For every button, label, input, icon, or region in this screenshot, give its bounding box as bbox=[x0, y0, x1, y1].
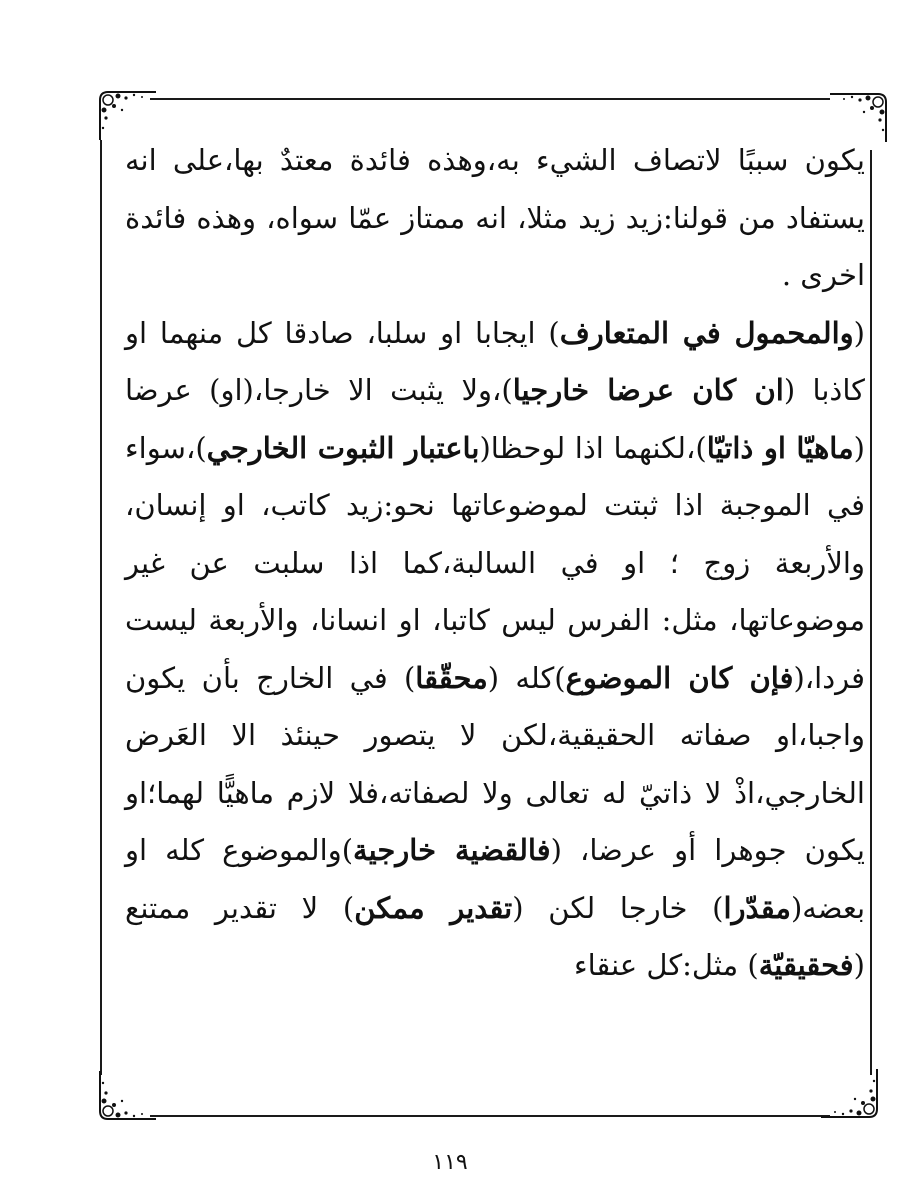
bold-term: مقدّرا bbox=[723, 890, 791, 925]
text-run: )والموضوع كله او بعضه( bbox=[125, 833, 866, 925]
text-run: )،ولا يثبت الا خارجا،(او) عرضا ( bbox=[125, 373, 865, 465]
frame-bottom-border bbox=[150, 1115, 830, 1117]
body-text bbox=[125, 132, 865, 995]
text-run: )،لكنهما اذا لوحظا( bbox=[479, 430, 707, 465]
paragraph-1 bbox=[125, 132, 865, 305]
text-run: ( bbox=[853, 315, 865, 350]
text-run: ) لا تقدير ممتنع ( bbox=[125, 890, 865, 982]
frame-right-border bbox=[870, 150, 872, 1075]
bold-term: باعتبار الثبوت الخارجي bbox=[206, 430, 480, 465]
text-run: ) مثل:كل عنقاء bbox=[573, 948, 759, 982]
bold-term: تقدير ممكن bbox=[354, 890, 513, 925]
bold-term: والمحمول في المتعارف bbox=[559, 315, 854, 350]
bold-term: فحقيقيّة bbox=[758, 948, 854, 982]
bold-term: ماهيّا او ذاتيّا bbox=[706, 430, 854, 465]
corner-ornament-bottom-right bbox=[815, 1066, 885, 1121]
paragraph-2 bbox=[125, 305, 865, 995]
bold-term: فإن كان الموضوع bbox=[565, 660, 794, 695]
bold-term: ان كان عرضا خارجيا bbox=[512, 373, 784, 407]
text-run: ) ايجابا او سلبا، صادقا كل منهما او كاذبا ( bbox=[125, 315, 865, 407]
text-run: ) في الخارج بأن يكون واجبا،او صفاته الحقيقية،لكن لا يتصور حينئذ الا العَرض الخارجي،اذْ لا ذاتيّ له تعالى ولا لصفاته،فلا لازم ماهيًّا لهما؛او يكون جوهرا أو عرضا، ( bbox=[125, 660, 865, 867]
bold-term: فالقضية خارجية bbox=[353, 833, 551, 867]
text-run: )،سواء في الموجبة اذا ثبتت لموضوعاتها نحو:زيد كاتب، او إنسان، والأربعة زوج ؛ او في السالبة،كما اذا سلبت عن غير موضوعاتها، مثل: الفرس ليس كاتبا، او انسانا، والأربعة ليست فردا،( bbox=[125, 430, 865, 695]
frame-top-border bbox=[150, 98, 830, 100]
text-run: )كله ( bbox=[487, 660, 566, 695]
corner-ornament-bottom-left bbox=[92, 1068, 162, 1123]
frame-left-border bbox=[100, 140, 102, 1075]
page-number: ١١٩ bbox=[432, 1150, 468, 1175]
text-run: ) خارجا لكن ( bbox=[512, 890, 724, 925]
text-run: يكون سببًا لاتصاف الشيء به،وهذه فائدة معتدٌ بها،على انه يستفاد من قولنا:زيد زيد مثلا، انه ممتاز عمّا سواه، وهذه فائدة اخرى . bbox=[125, 143, 865, 292]
bold-term: محقّقا bbox=[415, 660, 488, 695]
